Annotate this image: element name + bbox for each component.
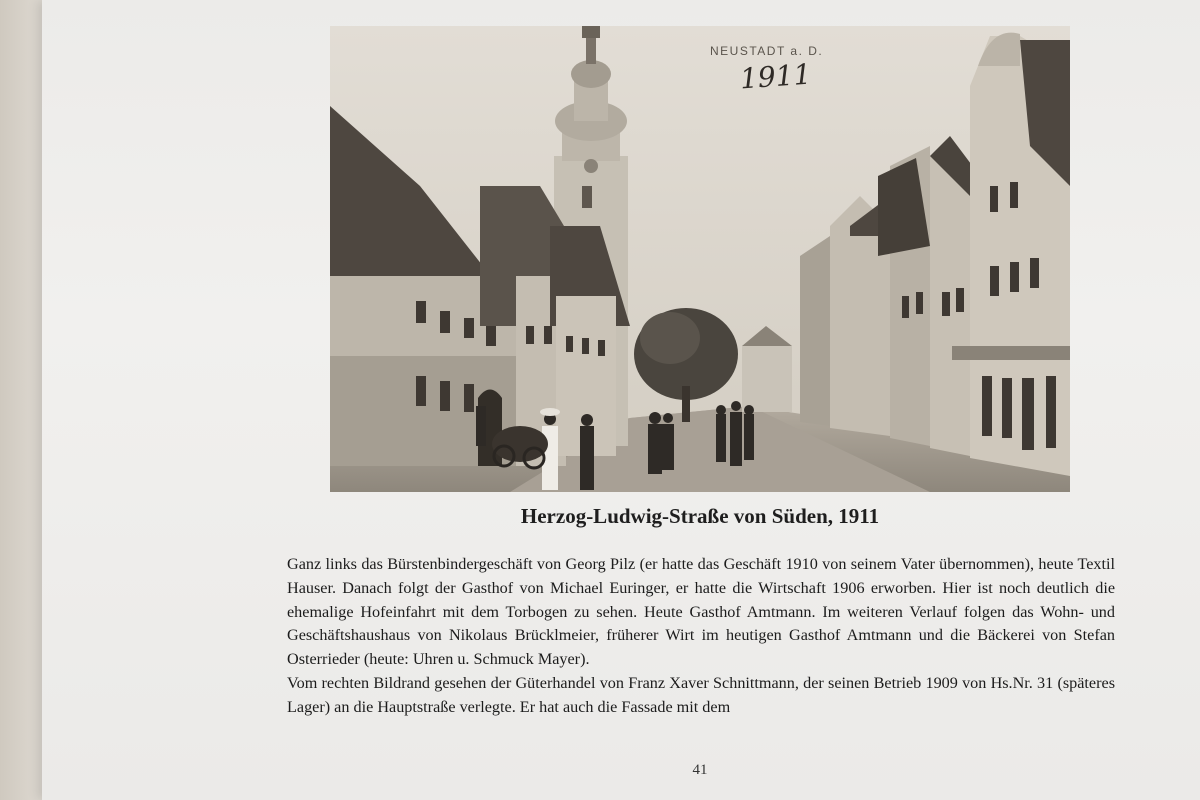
- paragraph-1: Ganz links das Bürstenbindergeschäft von Georg Pilz (er hatte das Geschäft 1910 von seinem Vater übernommen), heute Textil Hauser. Danach folgt der Gasthof von Michael Euringer, er hatte die Wirtschaft 1906 erworben. Hier ist noch deutlich die ehemalige Hofeinfahrt mit dem Torbogen zu sehen. Heute Gasthof Amtmann. Im weiteren Verlauf folgen das Wohn- und Geschäftshaushaus von Nikolaus Brücklmeier, früherer Wirt im heutigen Gasthof Amtmann und die Bäckerei von Stefan Osterrieder (heute: Uhren u. Schmuck Mayer).: [287, 555, 1115, 669]
- book-page: [42, 0, 1200, 800]
- photo-illustration: [330, 26, 1070, 492]
- historic-street-photo: [330, 26, 1070, 492]
- handwritten-year: 1911: [738, 57, 813, 96]
- page-number: 41: [692, 762, 708, 778]
- paragraph-2: Vom rechten Bildrand gesehen der Güterhandel von Franz Xaver Schnittmann, der seinen Betrieb 1909 von Hs.Nr. 31 (späteres Lager) an die Hauptstraße verlegte. Er hat auch die Fassade mit dem: [287, 673, 1115, 716]
- photo-caption: Herzog-Ludwig-Straße von Süden, 1911: [520, 504, 880, 528]
- postmark-stamp: NEUSTADT a. D.: [710, 44, 824, 58]
- body-text: [287, 553, 1115, 720]
